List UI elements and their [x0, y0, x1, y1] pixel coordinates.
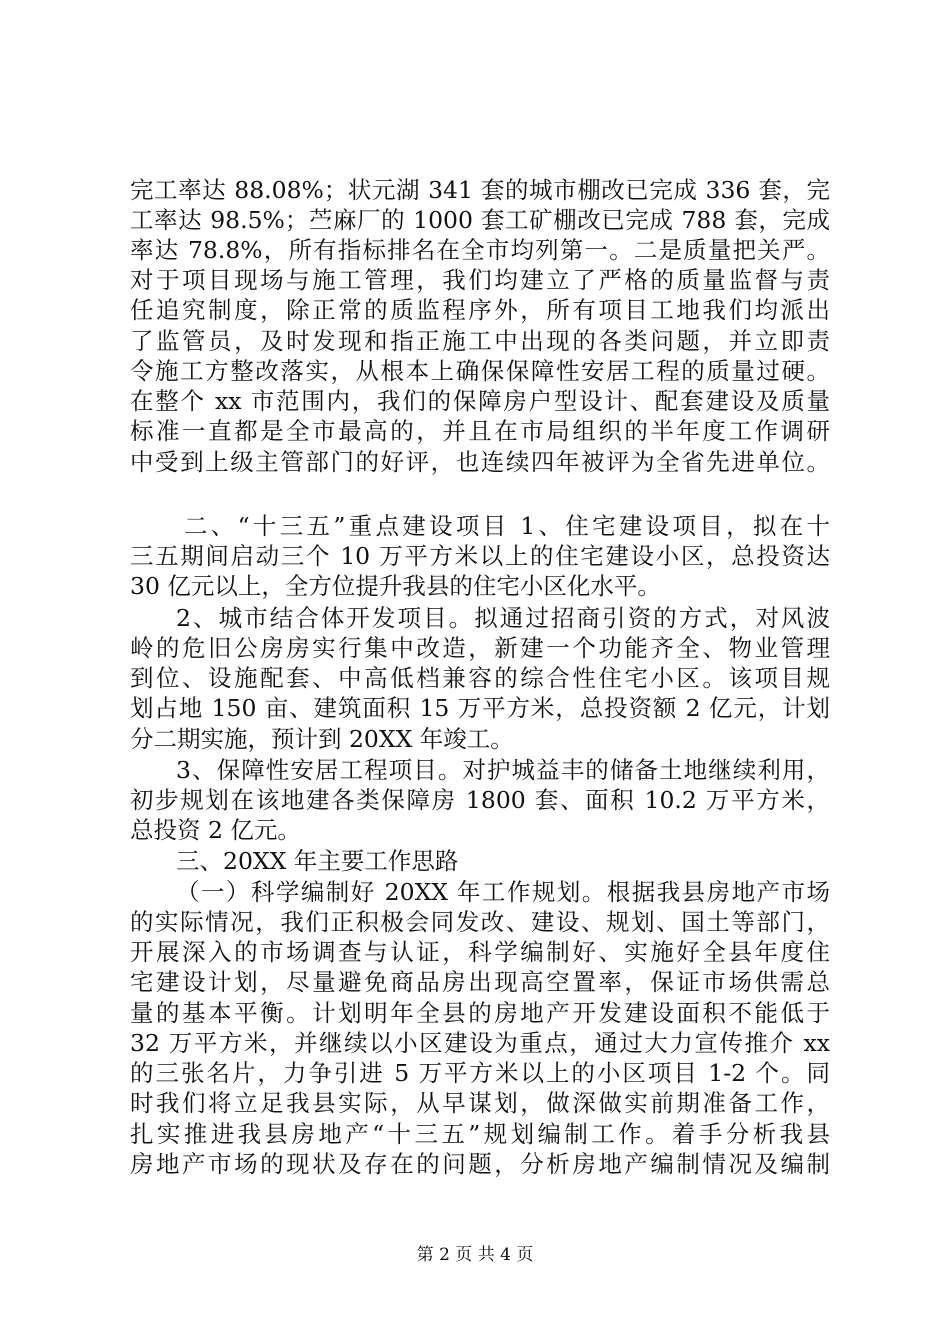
paragraph-line: 32 万平方米，并继续以小区建设为重点，通过大力宣传推介 xx — [130, 1029, 830, 1057]
section-heading-line: 三、20XX 年主要工作思路 — [176, 847, 459, 875]
paragraph-line: 岭的危旧公房房实行集中改造，新建一个功能齐全、物业管理 — [130, 634, 830, 662]
paragraph-line: 工率达 98.5%；苎麻厂的 1000 套工矿棚改已完成 788 套，完成 — [130, 206, 830, 234]
paragraph-line: 的三张名片，力争引进 5 万平方米以上的小区项目 1-2 个。同 — [130, 1059, 830, 1087]
paragraph-line: 在整个 xx 市范围内，我们的保障房户型设计、配套建设及质量 — [130, 387, 830, 415]
paragraph-line: 标准一直都是全市最高的，并且在市局组织的半年度工作调研 — [130, 417, 830, 445]
paragraph-line: 扎实推进我县房地产“十三五”规划编制工作。着手分析我县 — [130, 1120, 830, 1148]
paragraph-line: 率达 78.8%，所有指标排名在全市均列第一。二是质量把关严。 — [130, 236, 830, 264]
paragraph-line: 了监管员，及时发现和指正施工中出现的各类问题，并立即责 — [130, 327, 830, 355]
paragraph-line: 三五期间启动三个 10 万平方米以上的住宅建设小区，总投资达 — [130, 542, 830, 570]
paragraph-line: 分二期实施，预计到 20XX 年竣工。 — [130, 725, 514, 753]
paragraph-line: 初步规划在该地建各类保障房 1800 套、面积 10.2 万平方米， — [130, 786, 830, 814]
page-footer: 第 2 页 共 4 页 — [416, 1245, 534, 1265]
paragraph-line: 2、城市结合体开发项目。拟通过招商引资的方式，对风波 — [176, 604, 830, 632]
paragraph-line: 开展深入的市场调查与认证，科学编制好、实施好全县年度住 — [130, 938, 830, 966]
paragraph-line: （一）科学编制好 20XX 年工作规划。根据我县房地产市场 — [176, 878, 830, 906]
paragraph-line: 任追究制度，除正常的质监程序外，所有项目工地我们均派出 — [130, 296, 830, 324]
paragraph-line: 总投资 2 亿元。 — [130, 816, 301, 844]
paragraph-line: 的实际情况，我们正积极会同发改、建设、规划、国土等部门， — [130, 908, 830, 936]
paragraph-line: 30 亿元以上，全方位提升我县的住宅小区化水平。 — [130, 572, 661, 600]
paragraph-line: 令施工方整改落实，从根本上确保保障性安居工程的质量过硬。 — [130, 357, 830, 385]
paragraph-line: 量的基本平衡。计划明年全县的房地产开发建设面积不能低于 — [130, 999, 830, 1027]
paragraph-line: 房地产市场的现状及存在的问题，分析房地产编制情况及编制 — [130, 1150, 830, 1178]
paragraph-line: 时我们将立足我县实际，从早谋划，做深做实前期准备工作， — [130, 1089, 830, 1117]
paragraph-line: 完工率达 88.08%；状元湖 341 套的城市棚改已完成 336 套，完 — [130, 176, 830, 204]
paragraph-line: 3、保障性安居工程项目。对护城益丰的储备土地继续利用， — [176, 756, 830, 784]
paragraph-line: 中受到上级主管部门的好评，也连续四年被评为全省先进单位。 — [130, 448, 830, 476]
section-heading-line: 二、“十三五”重点建设项目 1、住宅建设项目，拟在十 — [184, 512, 830, 540]
paragraph-line: 划占地 150 亩、建筑面积 15 万平方米，总投资额 2 亿元，计划 — [130, 694, 830, 722]
paragraph-line: 对于项目现场与施工管理，我们均建立了严格的质量监督与责 — [130, 266, 830, 294]
paragraph-line: 宅建设计划，尽量避免商品房出现高空置率，保证市场供需总 — [130, 968, 830, 996]
paragraph-line: 到位、设施配套、中高低档兼容的综合性住宅小区。该项目规 — [130, 664, 830, 692]
